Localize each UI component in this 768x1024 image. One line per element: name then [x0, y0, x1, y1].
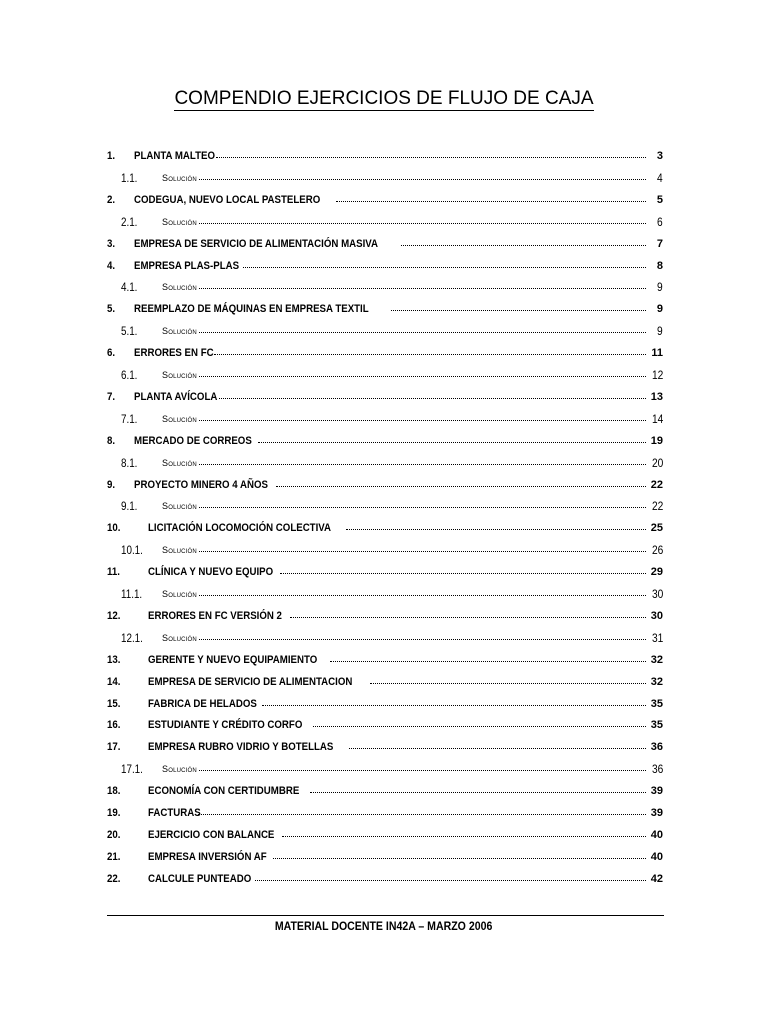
toc-entry-page-number: 22 [651, 499, 663, 514]
toc-entry-label: EJERCICIO CON BALANCE [148, 828, 275, 841]
toc-entry-number: 19. [107, 807, 121, 819]
toc-entry-leader-area [162, 497, 648, 515]
toc-entry-number: 21. [107, 850, 121, 863]
toc-entry-number: 9. [107, 478, 116, 491]
toc-subentry[interactable] [0, 410, 768, 428]
toc-entry-label: FACTURAS [148, 807, 201, 819]
toc-entry-label: Solución [162, 216, 197, 227]
toc-entry-number: 3. [107, 237, 116, 250]
toc-entry-label: LICITACIÓN LOCOMOCIÓN COLECTIVA [148, 522, 332, 535]
toc-entry-page-number: 9 [657, 280, 663, 295]
toc-dot-leader [258, 441, 646, 443]
toc-entry-page-number: 13 [650, 390, 663, 403]
toc-entry[interactable] [0, 432, 768, 450]
toc-dot-leader [349, 747, 646, 749]
toc-entry-label: ECONOMÍA CON CERTIDUMBRE [148, 785, 300, 798]
toc-entry-leader-area [148, 826, 648, 844]
toc-entry-label: EMPRESA PLAS-PLAS [134, 259, 240, 272]
toc-dot-leader [198, 813, 646, 815]
toc-dot-leader [276, 485, 646, 487]
toc-subentry[interactable] [0, 322, 768, 340]
toc-entry-label: Solución [162, 282, 197, 293]
toc-dot-leader [310, 791, 646, 793]
toc-entry-page-number: 12 [651, 368, 663, 382]
toc-entry-page-number: 40 [650, 850, 663, 863]
toc-subentry[interactable] [0, 585, 768, 603]
toc-entry-leader-area [134, 476, 648, 494]
toc-entry-label: Solución [162, 589, 197, 599]
toc-dot-leader [401, 244, 646, 246]
toc-entry-label: CLÍNICA Y NUEVO EQUIPO [148, 566, 274, 579]
toc-entry-leader-area [148, 673, 648, 691]
toc-entry-number: 11. [107, 566, 120, 579]
toc-subentry[interactable] [0, 760, 768, 778]
toc-entry-leader-area [134, 147, 648, 165]
toc-dot-leader [219, 397, 646, 399]
toc-entry[interactable] [0, 848, 768, 866]
toc-entry-number: 4. [107, 259, 116, 272]
toc-entry-number: 2.1. [121, 214, 138, 229]
toc-entry-label: CODEGUA, NUEVO LOCAL PASTELERO [134, 193, 321, 206]
toc-entry-leader-area [134, 388, 648, 406]
toc-entry-leader-area [162, 278, 648, 296]
toc-entry-label: PLANTA AVÍCOLA [134, 390, 218, 403]
toc-entry-label: CALCULE PUNTEADO [148, 872, 252, 885]
toc-subentry[interactable] [0, 366, 768, 384]
toc-entry-label: Solución [162, 764, 197, 775]
toc-dot-leader [346, 528, 646, 530]
toc-entry-leader-area [162, 541, 648, 559]
toc-dot-leader [313, 725, 646, 727]
toc-entry-page-number: 6 [657, 214, 663, 229]
toc-entry-number: 2. [107, 193, 116, 206]
toc-entry-page-number: 36 [650, 741, 663, 754]
toc-entry-page-number: 32 [650, 653, 663, 666]
toc-dot-leader [391, 309, 646, 311]
toc-entry-number: 7. [107, 390, 116, 403]
toc-entry-page-number: 9 [657, 324, 663, 339]
toc-entry[interactable] [0, 870, 768, 888]
toc-entry-number: 1. [107, 150, 116, 162]
toc-subentry[interactable] [0, 278, 768, 296]
toc-entry[interactable] [0, 519, 768, 537]
toc-dot-leader [214, 353, 646, 355]
toc-entry-number: 22. [107, 872, 121, 885]
toc-entry[interactable] [0, 804, 768, 822]
toc-entry-number: 16. [107, 719, 121, 732]
toc-entry-leader-area [134, 300, 648, 318]
toc-entry-leader-area [148, 563, 648, 581]
toc-entry[interactable] [0, 191, 768, 209]
toc-entry-label: EMPRESA INVERSIÓN AF [148, 850, 267, 863]
footer-text: MATERIAL DOCENTE IN42A – MARZO 2006 [275, 919, 493, 933]
footer-divider [107, 915, 664, 916]
toc-entry-label: Solución [162, 501, 197, 512]
toc-dot-leader [262, 704, 646, 706]
toc-entry-number: 6. [107, 347, 116, 360]
toc-entry-page-number: 36 [651, 762, 663, 777]
toc-entry-leader-area [162, 629, 648, 647]
toc-entry[interactable] [0, 257, 768, 275]
toc-dot-leader [199, 463, 646, 465]
toc-entry-page-number: 19 [650, 434, 663, 447]
toc-entry-leader-area [162, 366, 648, 384]
toc-subentry[interactable] [0, 213, 768, 231]
toc-entry-page-number: 26 [651, 543, 663, 558]
toc-entry-number: 5.1. [121, 324, 138, 339]
toc-entry-page-number: 14 [651, 411, 663, 426]
toc-dot-leader [280, 572, 646, 574]
toc-entry-page-number: 42 [650, 872, 663, 885]
toc-subentry[interactable] [0, 169, 768, 187]
document-title [0, 88, 768, 110]
toc-entry-page-number: 29 [650, 566, 663, 579]
toc-dot-leader [199, 222, 646, 224]
toc-entry-number: 12. [107, 609, 121, 622]
toc-dot-leader [370, 682, 646, 684]
toc-dot-leader [199, 638, 646, 640]
toc-entry-label: EMPRESA DE SERVICIO DE ALIMENTACIÓN MASIVA [134, 237, 379, 250]
toc-entry-number: 13. [107, 653, 121, 666]
toc-dot-leader [199, 550, 646, 552]
toc-entry-number: 1.1. [121, 170, 138, 185]
toc-dot-leader [199, 594, 646, 596]
toc-entry-page-number: 20 [651, 455, 663, 470]
toc-entry-page-number: 8 [656, 259, 663, 272]
toc-entry-page-number: 30 [650, 609, 663, 622]
toc-entry-leader-area [134, 235, 648, 253]
toc-entry-page-number: 35 [650, 719, 663, 732]
toc-entry-leader-area [148, 519, 648, 537]
toc-entry-number: 18. [107, 785, 121, 798]
toc-entry-page-number: 35 [650, 697, 663, 710]
toc-entry-number: 10. [107, 522, 121, 535]
toc-dot-leader [330, 660, 646, 662]
toc-entry[interactable] [0, 476, 768, 494]
toc-entry-leader-area [162, 213, 648, 231]
toc-entry-label: Solución [162, 370, 197, 380]
toc-entry-leader-area [162, 322, 648, 340]
toc-dot-leader [290, 616, 646, 618]
toc-entry-label: GERENTE Y NUEVO EQUIPAMIENTO [148, 653, 318, 666]
toc-entry-page-number: 25 [650, 522, 663, 535]
toc-entry-leader-area [162, 454, 648, 472]
toc-entry-page-number: 30 [651, 587, 663, 601]
toc-entry-label: Solución [162, 172, 197, 183]
page-footer [0, 917, 768, 935]
toc-entry-leader-area [148, 651, 648, 669]
toc-entry[interactable] [0, 563, 768, 581]
toc-entry-label: ERRORES EN FC VERSIÓN 2 [148, 609, 282, 622]
toc-entry-leader-area [148, 695, 648, 713]
toc-entry-label: Solución [162, 632, 197, 643]
toc-entry-number: 9.1. [121, 499, 138, 514]
toc-entry-page-number: 7 [656, 237, 663, 250]
toc-entry[interactable] [0, 782, 768, 800]
toc-entry-leader-area [162, 410, 648, 428]
toc-dot-leader [199, 375, 646, 377]
toc-entry-leader-area [148, 738, 648, 756]
toc-entry[interactable] [0, 673, 768, 691]
toc-entry-leader-area [162, 585, 648, 603]
toc-dot-leader [255, 879, 646, 881]
toc-entry[interactable] [0, 695, 768, 713]
toc-entry-page-number: 4 [657, 170, 663, 185]
toc-entry[interactable] [0, 344, 768, 362]
toc-entry-leader-area [148, 870, 648, 888]
toc-entry[interactable] [0, 235, 768, 253]
toc-entry[interactable] [0, 607, 768, 625]
toc-entry[interactable] [0, 147, 768, 165]
toc-dot-leader [216, 156, 646, 158]
toc-entry[interactable] [0, 300, 768, 318]
toc-entry-page-number: 31 [651, 630, 663, 645]
toc-dot-leader [243, 266, 646, 268]
toc-dot-leader [199, 331, 646, 333]
toc-dot-leader [273, 857, 646, 859]
toc-entry-number: 5. [107, 303, 116, 316]
toc-entry-page-number: 3 [656, 150, 663, 162]
toc-dot-leader [199, 419, 646, 421]
toc-entry-leader-area [148, 804, 648, 822]
toc-entry-leader-area [134, 191, 648, 209]
toc-entry-leader-area [134, 432, 648, 450]
toc-entry-label: Solución [162, 413, 197, 424]
toc-entry-page-number: 32 [650, 675, 663, 688]
toc-subentry[interactable] [0, 541, 768, 559]
toc-entry[interactable] [0, 826, 768, 844]
toc-entry-label: Solución [162, 457, 197, 468]
toc-entry-number: 14. [107, 675, 121, 688]
toc-entry-leader-area [148, 716, 648, 734]
toc-entry-leader-area [148, 848, 648, 866]
toc-subentry[interactable] [0, 454, 768, 472]
toc-dot-leader [199, 178, 646, 180]
toc-dot-leader [336, 200, 646, 202]
toc-entry-label: ESTUDIANTE Y CRÉDITO CORFO [148, 719, 303, 732]
toc-entry-number: 15. [107, 697, 121, 710]
toc-entry-label: MERCADO DE CORREOS [134, 434, 252, 447]
toc-entry-leader-area [148, 782, 648, 800]
toc-entry-number: 11.1. [121, 587, 143, 601]
toc-entry-number: 17.1. [121, 762, 143, 777]
toc-entry-leader-area [148, 607, 648, 625]
toc-entry-number: 8. [107, 434, 116, 447]
toc-entry-leader-area [134, 344, 648, 362]
toc-entry-number: 10.1. [121, 543, 143, 558]
toc-entry[interactable] [0, 388, 768, 406]
toc-entry-number: 6.1. [121, 368, 138, 382]
toc-dot-leader [199, 769, 646, 771]
toc-entry[interactable] [0, 738, 768, 756]
toc-entry-label: FABRICA DE HELADOS [148, 697, 257, 710]
toc-entry[interactable] [0, 651, 768, 669]
toc-entry-leader-area [162, 760, 648, 778]
toc-entry-page-number: 40 [650, 828, 663, 841]
toc-entry-page-number: 11 [651, 347, 663, 360]
toc-entry-page-number: 22 [650, 478, 663, 491]
toc-entry-label: PROYECTO MINERO 4 AÑOS [134, 478, 268, 491]
toc-entry-leader-area [162, 169, 648, 187]
toc-entry-page-number: 9 [656, 303, 663, 316]
toc-entry-label: REEMPLAZO DE MÁQUINAS EN EMPRESA TEXTIL [134, 303, 369, 316]
toc-entry-page-number: 5 [656, 193, 663, 206]
toc-entry-number: 8.1. [121, 455, 138, 470]
toc-entry[interactable] [0, 716, 768, 734]
toc-entry-label: Solución [162, 326, 197, 337]
toc-entry-number: 17. [107, 741, 121, 754]
toc-entry-page-number: 39 [650, 785, 663, 798]
toc-entry-number: 4.1. [121, 280, 138, 295]
toc-entry-page-number: 39 [650, 807, 663, 819]
toc-entry-label: Solución [162, 545, 197, 556]
toc-subentry[interactable] [0, 629, 768, 647]
document-title-text: COMPENDIO EJERCICIOS DE FLUJO DE CAJA [174, 88, 594, 109]
toc-dot-leader [199, 287, 646, 289]
toc-entry-number: 7.1. [121, 411, 138, 426]
toc-entry-number: 20. [107, 828, 121, 841]
toc-entry-label: EMPRESA DE SERVICIO DE ALIMENTACION [148, 675, 353, 688]
toc-subentry[interactable] [0, 497, 768, 515]
toc-entry-label: ERRORES EN FC [134, 347, 214, 360]
toc-entry-label: EMPRESA RUBRO VIDRIO Y BOTELLAS [148, 741, 334, 754]
toc-entry-number: 12.1. [121, 630, 143, 645]
toc-entry-leader-area [134, 257, 648, 275]
toc-dot-leader [199, 506, 646, 508]
toc-dot-leader [282, 835, 646, 837]
toc-entry-label: PLANTA MALTEO [134, 150, 216, 162]
